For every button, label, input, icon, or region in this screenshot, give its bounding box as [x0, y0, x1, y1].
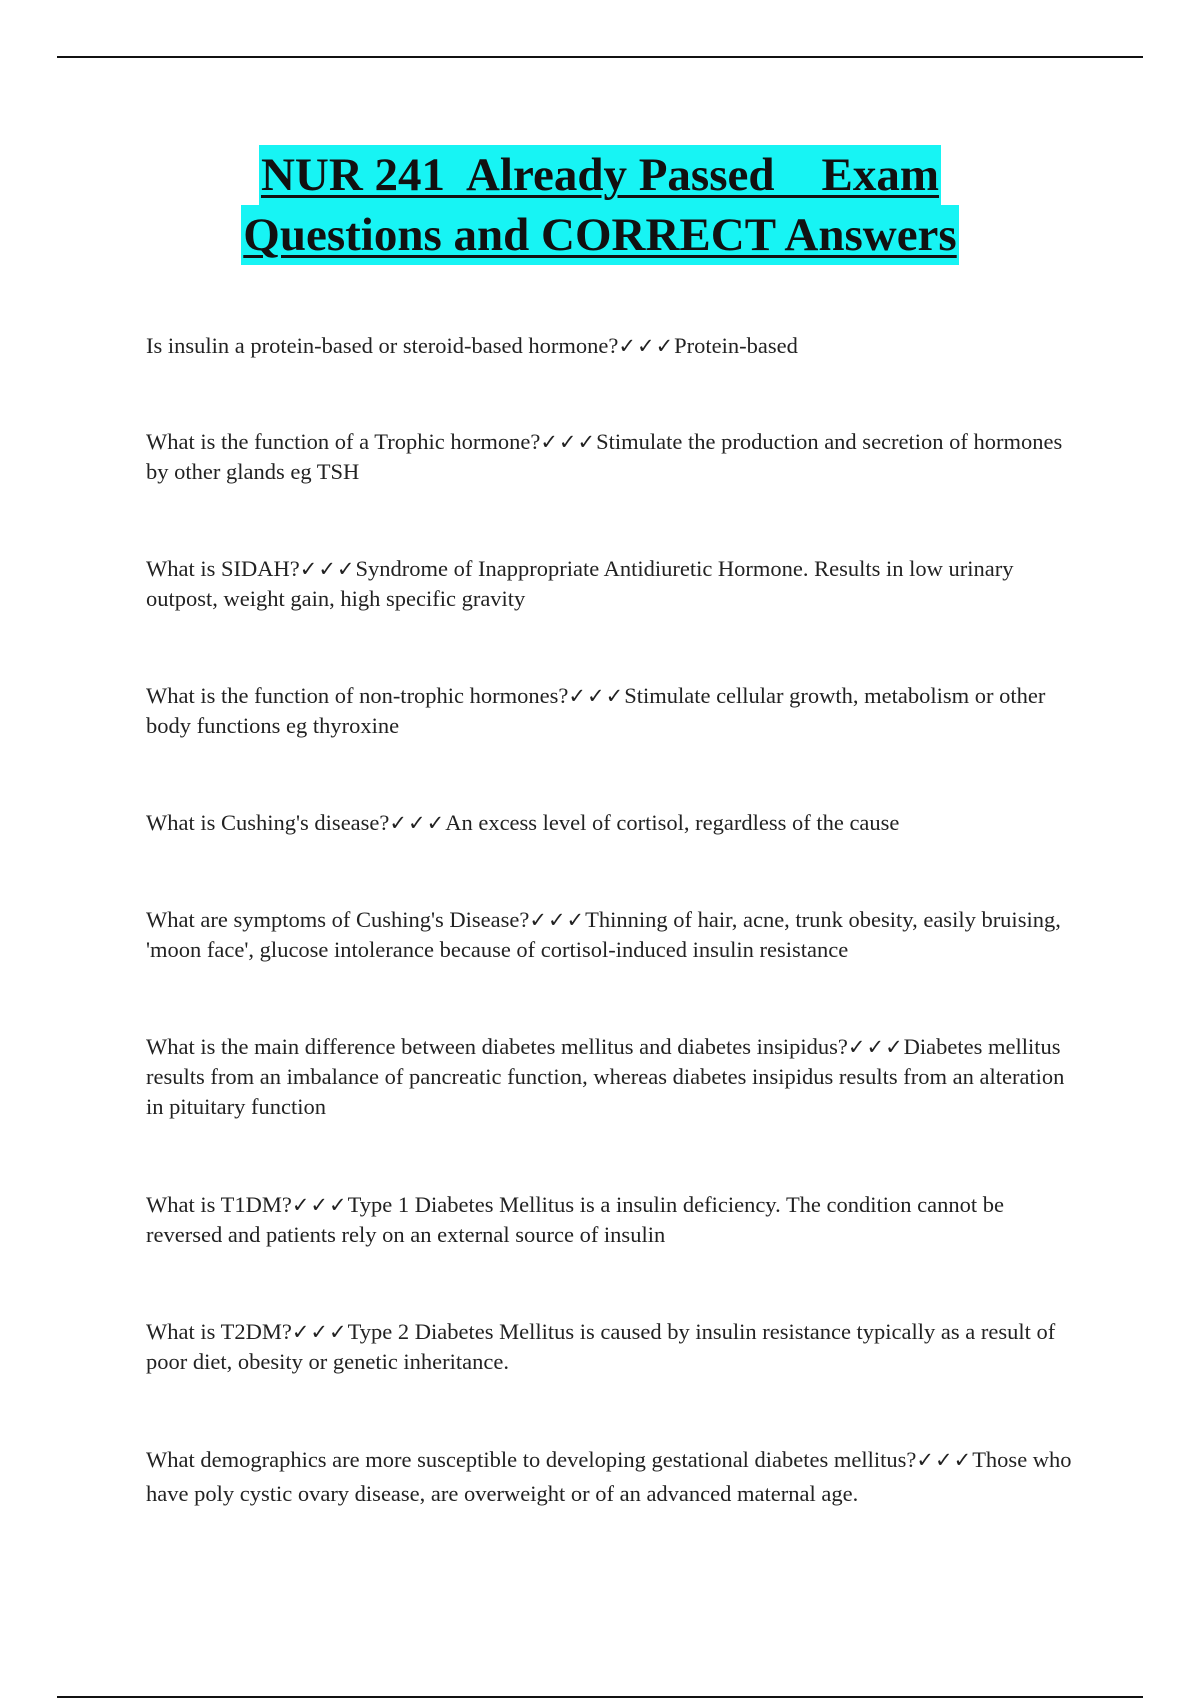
checkmarks: ✓✓✓ [568, 684, 625, 708]
checkmarks: ✓✓✓ [916, 1448, 973, 1472]
answer: Those who have poly cystic ovary disease, are overweight or of an advanced maternal age. [146, 1447, 1072, 1506]
question: What is SIDAH? [146, 556, 300, 581]
qa-item-3 [146, 554, 1076, 614]
qa-item-8 [146, 1190, 1076, 1250]
question: What is the function of a Trophic hormone? [146, 429, 541, 454]
title-line-1: NUR 241 Already Passed Exam [259, 145, 941, 205]
checkmarks: ✓✓✓ [618, 334, 675, 358]
qa-item-6 [146, 905, 1076, 965]
question: What are symptoms of Cushing's Disease? [146, 907, 530, 932]
qa-item-7 [146, 1032, 1076, 1122]
qa-item-10 [146, 1443, 1076, 1510]
answer: Protein-based [674, 333, 798, 358]
answer: Diabetes mellitus results from an imbalance of pancreatic function, whereas diabetes insipidus results from an alteration in pituitary function [146, 1034, 1065, 1119]
qa-item-4 [146, 681, 1076, 741]
answer: Stimulate the production and secretion of hormones by other glands eg TSH [146, 429, 1063, 484]
question: What is Cushing's disease? [146, 810, 390, 835]
checkmarks: ✓✓✓ [389, 811, 446, 835]
question: What is T2DM? [146, 1319, 292, 1344]
checkmarks: ✓✓✓ [299, 557, 356, 581]
qa-item-5 [146, 808, 1076, 838]
checkmarks: ✓✓✓ [291, 1320, 348, 1344]
question: What is T1DM? [146, 1192, 292, 1217]
bottom-rule [57, 1696, 1143, 1698]
question: What is the main difference between diabetes mellitus and diabetes insipidus? [146, 1034, 848, 1059]
answer: Type 1 Diabetes Mellitus is a insulin deficiency. The condition cannot be reversed and patients rely on an external source of insulin [146, 1192, 1004, 1247]
checkmarks: ✓✓✓ [291, 1193, 348, 1217]
answer: Type 2 Diabetes Mellitus is caused by insulin resistance typically as a result of poor diet, obesity or genetic inheritance. [146, 1319, 1056, 1374]
checkmarks: ✓✓✓ [540, 430, 597, 454]
checkmarks: ✓✓✓ [847, 1035, 904, 1059]
qa-item-9 [146, 1317, 1076, 1377]
question: What is the function of non-trophic hormones? [146, 683, 569, 708]
answer: Stimulate cellular growth, metabolism or other body functions eg thyroxine [146, 683, 1046, 738]
document-title [0, 145, 1200, 265]
answer: An excess level of cortisol, regardless of the cause [445, 810, 900, 835]
top-rule [57, 56, 1143, 58]
question: Is insulin a protein-based or steroid-based hormone? [146, 333, 619, 358]
qa-item-1 [146, 331, 1076, 361]
question: What demographics are more susceptible to developing gestational diabetes mellitus? [146, 1447, 917, 1472]
checkmarks: ✓✓✓ [529, 908, 586, 932]
qa-item-2 [146, 427, 1076, 487]
title-line-2: Questions and CORRECT Answers [241, 205, 958, 265]
answer: Syndrome of Inappropriate Antidiuretic Hormone. Results in low urinary outpost, weight gain, high specific gravity [146, 556, 1014, 611]
answer: Thinning of hair, acne, trunk obesity, easily bruising, 'moon face', glucose intolerance because of cortisol-induced insulin resistance [146, 907, 1061, 962]
